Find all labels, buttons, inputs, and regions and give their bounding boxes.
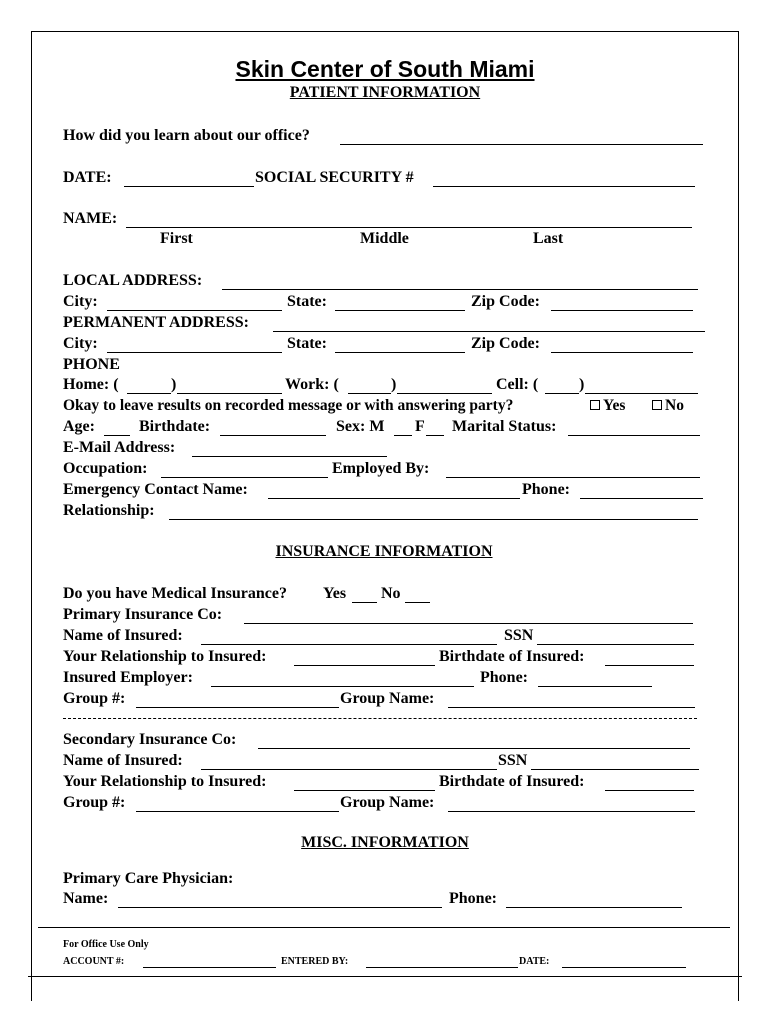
last-name-caption: Last [533,230,564,247]
employed-label: Employed By: [332,460,430,477]
bottom-rule [28,976,742,977]
secondary-insurance-label: Secondary Insurance Co: [63,731,237,748]
insurance-heading: INSURANCE INFORMATION [275,543,493,560]
office-date-label: DATE: [519,956,550,967]
insured-employer-phone-field[interactable] [538,686,652,687]
birthdate-field[interactable] [220,435,326,436]
first-name-caption: First [160,230,193,247]
learn-label: How did you learn about our office? [63,127,310,144]
office-divider [38,927,730,928]
learn-field[interactable] [340,144,703,145]
primary-insurance-field[interactable] [244,623,693,624]
birthdate-insured-field-2[interactable] [605,790,694,791]
middle-name-caption: Middle [360,230,409,247]
group-num-label: Group #: [63,690,126,707]
form-subtitle: PATIENT INFORMATION [289,84,481,101]
birthdate-insured-label: Birthdate of Insured: [439,648,585,665]
home-area-field[interactable] [127,393,171,394]
work-paren: ) [391,376,397,393]
sex-m-field[interactable] [394,435,412,436]
account-field[interactable] [143,967,276,968]
page-border-right [738,31,739,1001]
local-city-field[interactable] [107,310,282,311]
relationship-insured-field[interactable] [294,665,435,666]
office-date-field[interactable] [562,967,686,968]
office-use-label: For Office Use Only [63,939,149,950]
insured-employer-field[interactable] [211,686,474,687]
pcp-phone-field[interactable] [506,907,682,908]
insured-name-label-2: Name of Insured: [63,752,183,769]
group-num-field[interactable] [136,707,339,708]
entered-by-field[interactable] [366,967,518,968]
page-border-left [31,31,32,1001]
work-label: Work: ( [285,376,339,393]
phone-heading: PHONE [63,356,120,373]
group-num-label-2: Group #: [63,794,126,811]
ssn-label-insured-2: SSN [498,752,528,769]
name-field[interactable] [126,227,692,228]
permanent-address-field[interactable] [273,331,705,332]
okay-yes-option[interactable]: Yes [586,397,625,415]
emergency-name-field[interactable] [268,498,520,499]
date-field[interactable] [124,186,254,187]
group-name-field[interactable] [448,707,695,708]
email-label: E-Mail Address: [63,439,176,456]
checkbox-icon[interactable] [652,400,662,410]
ssn-label-insured: SSN [504,627,534,644]
work-area-field[interactable] [348,393,391,394]
group-name-field-2[interactable] [448,811,695,812]
relationship-insured-label-2: Your Relationship to Insured: [63,773,267,790]
insured-employer-label: Insured Employer: [63,669,193,686]
medical-yes-label: Yes [323,585,347,602]
local-zip-field[interactable] [551,310,693,311]
cell-area-field[interactable] [545,393,579,394]
relationship-label: Relationship: [63,502,155,519]
relationship-insured-label: Your Relationship to Insured: [63,648,267,665]
marital-label: Marital Status: [452,418,557,435]
cell-number-field[interactable] [585,393,698,394]
perm-state-field[interactable] [335,352,465,353]
name-label: NAME: [63,210,118,227]
occupation-field[interactable] [161,477,328,478]
perm-city-field[interactable] [107,352,282,353]
medical-insurance-question: Do you have Medical Insurance? [63,585,287,602]
medical-yes-field[interactable] [352,602,377,603]
state-label-2: State: [287,335,327,352]
permanent-address-label: PERMANENT ADDRESS: [63,314,249,331]
age-label: Age: [63,418,95,435]
group-name-label-2: Group Name: [340,794,435,811]
pcp-name-label: Name: [63,890,109,907]
checkbox-icon[interactable] [590,400,600,410]
zip-label: Zip Code: [471,293,540,310]
insured-employer-phone-label: Phone: [480,669,528,686]
clinic-title: Skin Center of South Miami [235,56,535,82]
sex-f-label: F [415,418,425,435]
local-address-field[interactable] [222,289,698,290]
work-number-field[interactable] [397,393,492,394]
group-name-label: Group Name: [340,690,435,707]
okay-message-label: Okay to leave results on recorded message or with answering party? [63,397,514,414]
insured-name-label: Name of Insured: [63,627,183,644]
birthdate-label: Birthdate: [139,418,211,435]
home-paren: ) [171,376,177,393]
insurance-separator [63,718,697,719]
okay-no-option[interactable]: No [648,397,684,415]
account-label: ACCOUNT #: [63,956,125,967]
entered-by-label: ENTERED BY: [281,956,349,967]
emergency-phone-field[interactable] [580,498,703,499]
cell-paren: ) [579,376,585,393]
date-label: DATE: [63,169,112,186]
page-border-top [31,31,739,32]
occupation-label: Occupation: [63,460,148,477]
age-field[interactable] [104,435,130,436]
ssn-label: SOCIAL SECURITY # [255,169,414,186]
city-label-2: City: [63,335,98,352]
cell-label: Cell: ( [496,376,539,393]
ssn-field[interactable] [433,186,695,187]
insured-ssn-field[interactable] [537,644,694,645]
local-address-label: LOCAL ADDRESS: [63,272,203,289]
emergency-label: Emergency Contact Name: [63,481,248,498]
perm-zip-field[interactable] [551,352,693,353]
medical-no-field[interactable] [405,602,430,603]
secondary-insurance-field[interactable] [258,748,690,749]
marital-field[interactable] [568,435,700,436]
group-num-field-2[interactable] [136,811,339,812]
pcp-phone-label: Phone: [449,890,497,907]
email-field[interactable] [192,456,387,457]
relationship-insured-field-2[interactable] [294,790,435,791]
sex-m-label: Sex: M [336,418,385,435]
state-label: State: [287,293,327,310]
medical-no-label: No [381,585,401,602]
pcp-label: Primary Care Physician: [63,870,234,887]
local-state-field[interactable] [335,310,465,311]
insured-name-field[interactable] [201,644,497,645]
home-label: Home: ( [63,376,119,393]
home-number-field[interactable] [177,393,282,394]
pcp-name-field[interactable] [118,907,442,908]
zip-label-2: Zip Code: [471,335,540,352]
relationship-field[interactable] [169,519,698,520]
employed-field[interactable] [446,477,700,478]
insured-name-field-2[interactable] [201,769,497,770]
insured-ssn-field-2[interactable] [531,769,699,770]
birthdate-insured-field[interactable] [605,665,694,666]
emergency-phone-label: Phone: [522,481,570,498]
misc-heading: MISC. INFORMATION [301,834,469,851]
birthdate-insured-label-2: Birthdate of Insured: [439,773,585,790]
primary-insurance-label: Primary Insurance Co: [63,606,223,623]
sex-f-field[interactable] [426,435,444,436]
city-label: City: [63,293,98,310]
